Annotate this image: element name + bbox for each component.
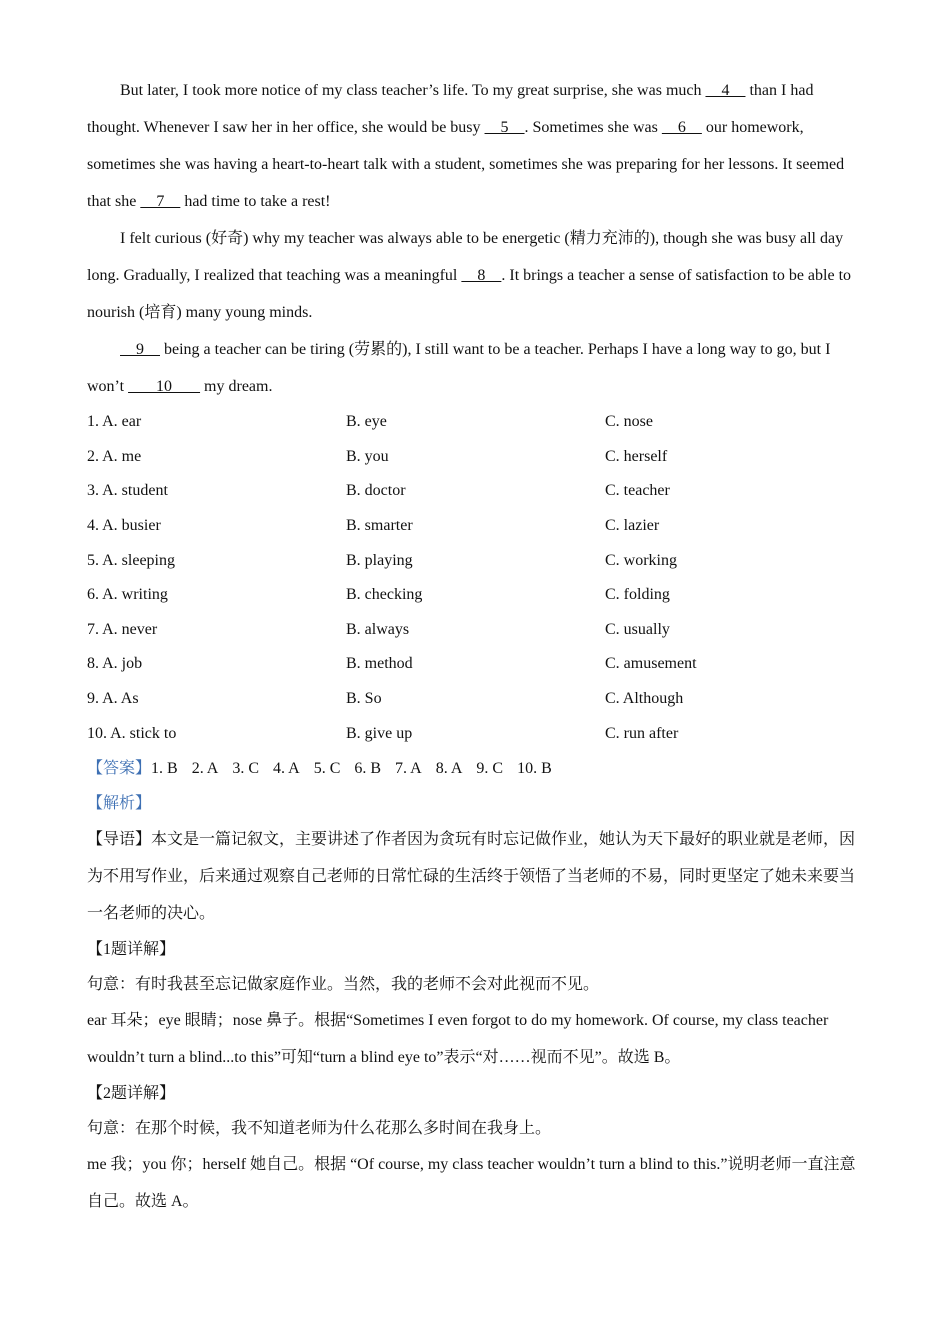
- option-c: C. herself: [605, 447, 668, 465]
- option-c: C. lazier: [605, 517, 660, 535]
- option-b: B. So: [346, 690, 382, 708]
- analysis-intro: [87, 821, 867, 932]
- option-b: B. playing: [346, 551, 413, 569]
- text-run: had time to take a rest!: [180, 193, 331, 210]
- option-c: C. Although: [605, 690, 684, 708]
- option-row: [87, 716, 867, 751]
- answer-item: 7. A: [395, 759, 422, 777]
- blank-8: 8: [461, 267, 502, 284]
- option-row: [87, 613, 867, 648]
- text-run: than I had thought. Whenever I saw her in her office, she would be busy: [87, 82, 814, 136]
- blank-5: 5: [484, 119, 525, 136]
- option-a: 2. A. me: [87, 447, 142, 465]
- answer-item: 3. C: [232, 759, 260, 777]
- option-b: B. smarter: [346, 517, 413, 535]
- option-a: 1. A. ear: [87, 413, 142, 431]
- option-row: [87, 509, 867, 544]
- blank-6: 6: [661, 119, 702, 136]
- answer-item: 8. A: [435, 759, 463, 777]
- passage-paragraph-2: [87, 220, 867, 331]
- answer-item: 1. B: [151, 759, 178, 777]
- option-row: [87, 647, 867, 682]
- passage-paragraph-3: [87, 331, 867, 405]
- option-a: 3. A. student: [87, 482, 168, 500]
- text-run: . It brings a teacher a sense of satisfaction to be able to nourish (培育) many young minds.: [87, 267, 852, 321]
- answer-item: 10. B: [517, 759, 552, 777]
- option-b: B. doctor: [346, 482, 406, 500]
- option-c: C. folding: [605, 586, 670, 604]
- option-a: 10. A. stick to: [87, 724, 177, 742]
- text-run: my dream.: [200, 378, 273, 395]
- text-run: our homework, sometimes she was having a heart-to-heart talk with a student, sometimes she was preparing for her lessons. It seemed that she: [87, 119, 845, 210]
- analysis-tag: 【解析】: [87, 794, 152, 812]
- option-b: B. always: [346, 620, 410, 638]
- option-row: [87, 682, 867, 717]
- option-c: C. nose: [605, 413, 653, 431]
- option-c: C. amusement: [605, 655, 697, 673]
- intro-text: 本文是一篇记叙文，主要讲述了作者因为贪玩有时忘记做作业，她认为天下最好的职业就是老师，因为不用写作业，后来通过观察自己老师的日常忙碌的生活终于领悟了当老师的不易，同时更坚定了她未来要当一名老师的决心。: [87, 830, 856, 922]
- text-run: I felt curious (好奇) why my teacher was always able to be energetic (精力充沛的), though she was busy all day long. Gradually, I realized that teaching was a meaningful: [87, 230, 844, 284]
- option-row: [87, 543, 867, 578]
- intro-tag: 【导语】: [87, 830, 152, 848]
- option-c: C. run after: [605, 724, 679, 742]
- options-list: [87, 405, 867, 751]
- answer-item: 4. A: [273, 759, 300, 777]
- answer-line: [87, 751, 867, 786]
- option-b: B. eye: [346, 413, 387, 431]
- analysis-heading: [87, 786, 867, 821]
- option-c: C. working: [605, 551, 677, 569]
- blank-9: 9: [120, 341, 160, 358]
- text-run: . Sometimes she was: [524, 119, 662, 136]
- blank-7: 7: [140, 193, 181, 210]
- blank-10: 10: [128, 378, 201, 395]
- blank-4: 4: [705, 82, 746, 99]
- q1-title: 【1题详解】: [87, 940, 176, 958]
- option-row: [87, 474, 867, 509]
- answer-item: 2. A: [191, 759, 219, 777]
- option-b: B. checking: [346, 586, 423, 604]
- option-a: 8. A. job: [87, 655, 143, 673]
- option-b: B. method: [346, 655, 413, 673]
- option-row: [87, 440, 867, 475]
- passage-paragraph-1: [87, 72, 867, 220]
- q2-title: 【2题详解】: [87, 1084, 176, 1102]
- q2-detail: me 我；you 你；herself 她自己。根据 “Of course, my class teacher wouldn’t turn a blind to this.”说明老师一直注意自己。故选 A。: [87, 1155, 856, 1210]
- document-content: [87, 72, 867, 1220]
- option-a: 9. A. As: [87, 690, 139, 708]
- option-row: [87, 578, 867, 613]
- option-b: B. give up: [346, 724, 413, 742]
- text-run: being a teacher can be tiring (劳累的), I still want to be a teacher. Perhaps I have a long way to go, but I won’t: [87, 341, 831, 395]
- answer-item: 5. C: [313, 759, 341, 777]
- option-a: 4. A. busier: [87, 517, 161, 535]
- option-b: B. you: [346, 447, 389, 465]
- option-c: C. teacher: [605, 482, 670, 500]
- option-a: 7. A. never: [87, 620, 158, 638]
- q1-detail: ear 耳朵；eye 眼睛；nose 鼻子。根据“Sometimes I even forgot to do my homework. Of course, my class teacher wouldn’t turn a blind...to this”可知“turn a blind eye to”表示“对……视而不见”。故选 B。: [87, 1011, 829, 1066]
- answer-item: 9. C: [476, 759, 504, 777]
- text-run: But later, I took more notice of my class teacher’s life. To my great surprise, she was much: [120, 82, 706, 99]
- answer-tag: 【答案】: [87, 759, 152, 777]
- option-a: 5. A. sleeping: [87, 551, 175, 569]
- option-c: C. usually: [605, 620, 670, 638]
- answer-item: 6. B: [354, 759, 382, 777]
- q2-meaning: 句意：在那个时候，我不知道老师为什么花那么多时间在我身上。: [87, 1119, 552, 1137]
- option-a: 6. A. writing: [87, 586, 168, 604]
- option-row: [87, 405, 867, 440]
- q1-meaning: 句意：有时我甚至忘记做家庭作业。当然，我的老师不会对此视而不见。: [87, 975, 600, 993]
